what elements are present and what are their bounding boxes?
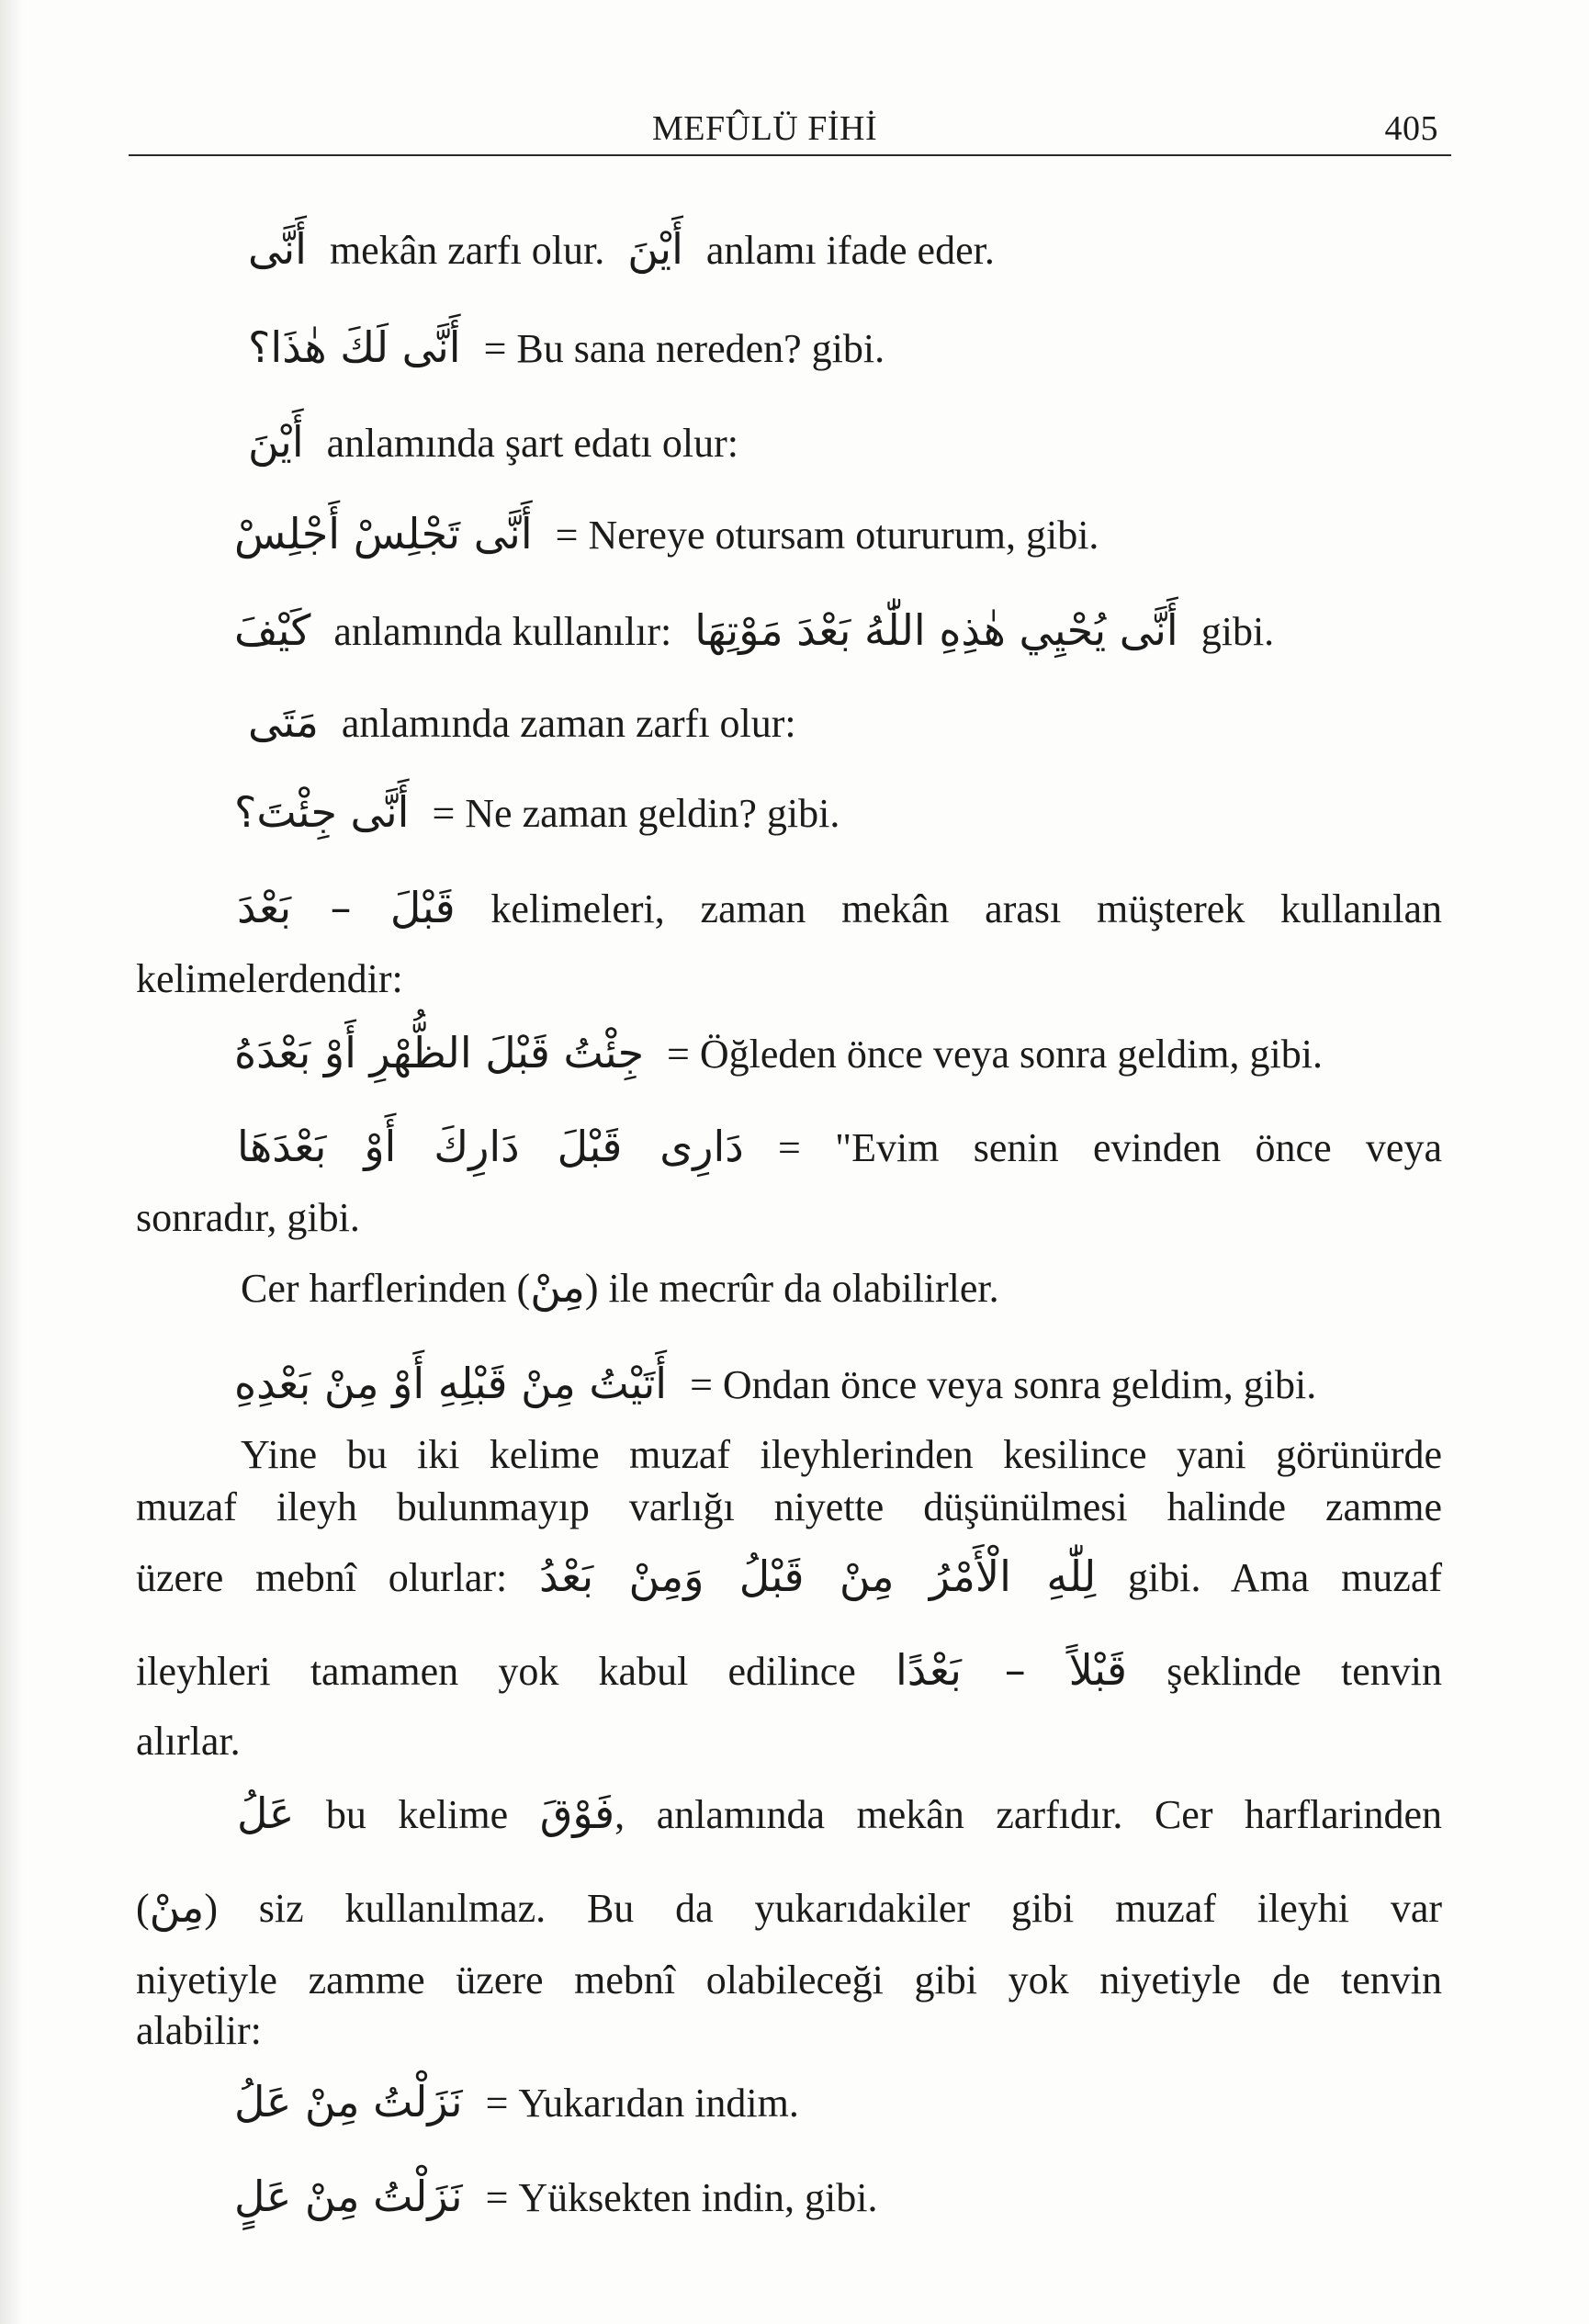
text-line bbox=[136, 1194, 360, 1242]
arabic-term: قَبْلَ – بَعْدَ bbox=[237, 883, 456, 932]
line-text: kelimelerdendir: bbox=[136, 956, 403, 1001]
text-line bbox=[248, 698, 796, 748]
arabic-example: أَنَّى لَكَ هٰذَا؟ bbox=[248, 322, 461, 372]
text-line bbox=[234, 510, 1099, 559]
text-line bbox=[136, 1552, 1442, 1602]
arabic-term: مِنْ bbox=[530, 1262, 585, 1312]
running-head bbox=[129, 108, 1451, 156]
arabic-term: أَيْنَ bbox=[248, 417, 304, 467]
arabic-example: أَتَيْتُ مِنْ قَبْلِهِ أَوْ مِنْ بَعْدِهِ bbox=[234, 1359, 668, 1408]
text-line bbox=[136, 1646, 1442, 1696]
text-line bbox=[234, 788, 840, 838]
arabic-term: عَلُ bbox=[237, 1788, 295, 1838]
line-text: gibi. bbox=[1200, 609, 1275, 654]
line-text: Cer harflerinden ( bbox=[241, 1266, 531, 1311]
arabic-example: دَارِى قَبْلَ دَارِكَ أَوْ بَعْدَهَا bbox=[237, 1122, 744, 1171]
page-number: 405 bbox=[1384, 109, 1438, 148]
line-text: = Nereye otursam otururum, gibi. bbox=[555, 513, 1099, 558]
arabic-term: كَيْفَ bbox=[234, 605, 311, 655]
line-text: anlamı ifade eder. bbox=[705, 228, 995, 273]
line-text: şeklinde tenvin bbox=[1166, 1649, 1443, 1694]
text-line bbox=[136, 1484, 1442, 1531]
text-line bbox=[136, 1957, 1442, 2004]
line-text: niyetiyle zamme üzere mebnî olabileceği gibi yok niyetiyle de tenvin bbox=[136, 1957, 1442, 2002]
arabic-term: أَيْنَ bbox=[627, 224, 683, 274]
arabic-term: مِنْ bbox=[149, 1882, 205, 1932]
arabic-example: لِلّٰهِ الْأَمْرُ مِنْ قَبْلُ وَمِنْ بَعْدُ bbox=[539, 1551, 1097, 1601]
line-text: bu kelime bbox=[325, 1792, 509, 1837]
text-line bbox=[136, 1718, 241, 1766]
line-text: muzaf ileyh bulunmayıp varlığı niyette düşünülmesi halinde zamme bbox=[136, 1484, 1442, 1529]
arabic-term: مَتَى bbox=[248, 697, 319, 747]
line-text: ) ile mecrûr da olabilirler. bbox=[584, 1266, 999, 1311]
line-text: = Yüksekten indin, gibi. bbox=[485, 2175, 878, 2220]
arabic-example: أَنَّى جِئْتَ؟ bbox=[234, 787, 410, 837]
line-text: gibi. Ama muzaf bbox=[1128, 1555, 1443, 1600]
line-text: alırlar. bbox=[136, 1719, 241, 1764]
line-text: alabilir: bbox=[136, 2008, 262, 2053]
line-text: kelimeleri, zaman mekân arası müşterek kullanılan bbox=[490, 886, 1443, 931]
text-line bbox=[136, 955, 403, 1003]
line-text: anlamında kullanılır: bbox=[333, 609, 672, 654]
arabic-term: قَبْلاً – بَعْدًا bbox=[896, 1645, 1127, 1695]
arabic-example: نَزَلْتُ مِنْ عَلُ bbox=[234, 2077, 463, 2127]
text-line bbox=[136, 1883, 1442, 1933]
text-line bbox=[248, 225, 995, 275]
line-text: sonradır, gibi. bbox=[136, 1195, 360, 1240]
text-line bbox=[234, 1029, 1323, 1078]
arabic-example: أَنَّى تَجْلِسْ أَجْلِسْ bbox=[234, 509, 533, 558]
line-text: anlamında şart edatı olur: bbox=[326, 421, 739, 466]
line-text: = Öğleden önce veya sonra geldim, gibi. bbox=[667, 1032, 1323, 1077]
arabic-example: جِئْتُ قَبْلَ الظُّهْرِ أَوْ بَعْدَهُ bbox=[234, 1028, 645, 1077]
text-line bbox=[237, 1789, 1442, 1839]
text-line bbox=[234, 2172, 877, 2222]
line-text: Yine bu iki kelime muzaf ileyhlerinden kesilince yani görünürde bbox=[241, 1432, 1442, 1477]
text-line bbox=[241, 1431, 1442, 1479]
line-text: = Bu sana nereden? gibi. bbox=[483, 326, 885, 371]
text-line bbox=[234, 2078, 799, 2127]
text-line bbox=[136, 2007, 262, 2055]
arabic-term: فَوْقَ bbox=[539, 1788, 615, 1838]
line-text: = "Evim senin evinden önce veya bbox=[778, 1125, 1442, 1170]
running-title: MEFÛLÜ FİHİ bbox=[652, 109, 878, 148]
text-line bbox=[237, 884, 1442, 933]
line-text: ileyhleri tamamen yok kabul edilince bbox=[136, 1649, 856, 1694]
text-line bbox=[234, 606, 1274, 656]
line-text: = Ondan önce veya sonra geldim, gibi. bbox=[690, 1362, 1317, 1407]
text-line bbox=[248, 418, 738, 468]
line-text: ( bbox=[136, 1886, 150, 1931]
line-text: anlamında zaman zarfı olur: bbox=[341, 701, 796, 746]
line-text: = Yukarıdan indim. bbox=[485, 2081, 799, 2126]
arabic-term: أَنَّى bbox=[248, 224, 307, 274]
text-line bbox=[234, 1359, 1316, 1409]
header-rule bbox=[129, 154, 1451, 156]
text-line bbox=[237, 1123, 1442, 1172]
line-text: ) siz kullanılmaz. Bu da yukarıdakiler gibi muzaf ileyhi var bbox=[204, 1886, 1442, 1931]
page-gutter-shadow bbox=[0, 0, 24, 2324]
line-text: = Ne zaman geldin? gibi. bbox=[432, 791, 840, 836]
text-line bbox=[241, 1263, 999, 1313]
arabic-example: أَنَّى يُحْيِي هٰذِهِ اللّٰهُ بَعْدَ مَوْتِهَا bbox=[694, 605, 1178, 655]
line-text: , anlamında mekân zarfıdır. Cer harflarinden bbox=[614, 1792, 1443, 1837]
line-text: üzere mebnî olurlar: bbox=[136, 1555, 508, 1600]
line-text: mekân zarfı olur. bbox=[329, 228, 605, 273]
text-line bbox=[248, 323, 885, 373]
arabic-example: نَزَلْتُ مِنْ عَلٍ bbox=[234, 2172, 463, 2221]
